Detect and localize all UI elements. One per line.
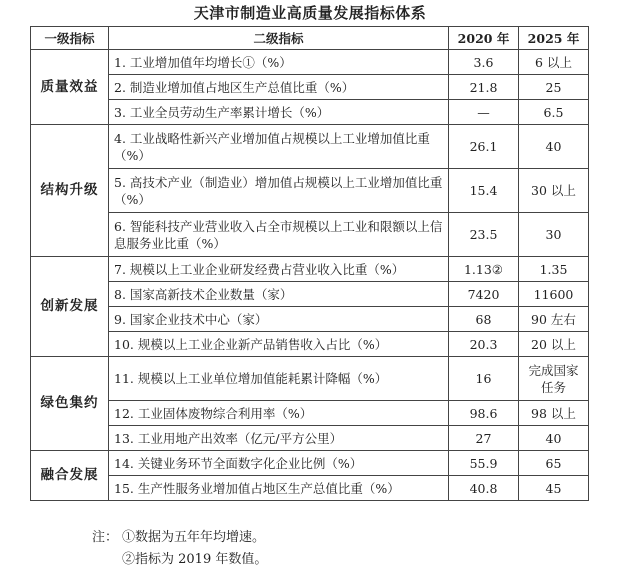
group-label-innovation: 创新发展 — [31, 257, 109, 357]
value-2020-cell: 21.8 — [449, 75, 519, 100]
indicator-cell: 2. 制造业增加值占地区生产总值比重（%） — [109, 75, 449, 100]
value-2020-cell: 20.3 — [449, 332, 519, 357]
value-2020-cell: 1.13② — [449, 257, 519, 282]
header-level1: 一级指标 — [31, 27, 109, 50]
footnote-item: ②指标为 2019 年数值。 — [122, 552, 268, 567]
value-2025-cell: 6 以上 — [519, 50, 589, 75]
value-2025-cell: 11600 — [519, 282, 589, 307]
group-label-quality: 质量效益 — [31, 50, 109, 125]
indicator-cell: 11. 规模以上工业单位增加值能耗累计降幅（%） — [109, 357, 449, 401]
table-row — [31, 282, 589, 307]
table-row — [31, 257, 589, 282]
indicator-cell: 15. 生产性服务业增加值占地区生产总值比重（%） — [109, 476, 449, 501]
value-2025-cell: 20 以上 — [519, 332, 589, 357]
value-2025-cell: 完成国家任务 — [519, 357, 589, 401]
value-2025-cell: 30 — [519, 213, 589, 257]
value-2020-cell: 98.6 — [449, 401, 519, 426]
table-row — [31, 332, 589, 357]
indicator-cell: 5. 高技术产业（制造业）增加值占规模以上工业增加值比重（%） — [109, 169, 449, 213]
indicator-cell: 1. 工业增加值年均增长①（%） — [109, 50, 449, 75]
value-2020-cell: — — [449, 100, 519, 125]
group-label-structure: 结构升级 — [31, 125, 109, 257]
group-label-integration: 融合发展 — [31, 451, 109, 501]
notes-prefix: 注： — [92, 530, 119, 545]
table-row — [31, 451, 589, 476]
indicator-cell: 14. 关键业务环节全面数字化企业比例（%） — [109, 451, 449, 476]
table-row — [31, 476, 589, 501]
value-2020-cell: 7420 — [449, 282, 519, 307]
value-2020-cell: 26.1 — [449, 125, 519, 169]
group-label-green: 绿色集约 — [31, 357, 109, 451]
table-title: 天津市制造业高质量发展指标体系 — [193, 4, 427, 22]
header-2020: 2020 年 — [449, 27, 519, 50]
indicator-cell: 7. 规模以上工业企业研发经费占营业收入比重（%） — [109, 257, 449, 282]
indicator-cell: 4. 工业战略性新兴产业增加值占规模以上工业增加值比重（%） — [109, 125, 449, 169]
table-row — [31, 100, 589, 125]
value-2020-cell: 15.4 — [449, 169, 519, 213]
value-2025-cell: 45 — [519, 476, 589, 501]
footnote-item: ①数据为五年年均增速。 — [122, 530, 266, 545]
value-2025-cell: 6.5 — [519, 100, 589, 125]
footnotes — [92, 527, 267, 571]
value-2025-cell: 30 以上 — [519, 169, 589, 213]
table-row — [31, 357, 589, 401]
value-2020-cell: 27 — [449, 426, 519, 451]
indicator-cell: 13. 工业用地产出效率（亿元/平方公里） — [109, 426, 449, 451]
value-2025-cell: 90 左右 — [519, 307, 589, 332]
header-2025: 2025 年 — [519, 27, 589, 50]
indicator-cell: 9. 国家企业技术中心（家） — [109, 307, 449, 332]
table-row — [31, 426, 589, 451]
value-2025-cell: 65 — [519, 451, 589, 476]
value-2020-cell: 68 — [449, 307, 519, 332]
table-row — [31, 401, 589, 426]
table-row — [31, 75, 589, 100]
indicator-cell: 8. 国家高新技术企业数量（家） — [109, 282, 449, 307]
value-2025-cell: 25 — [519, 75, 589, 100]
table-row — [31, 307, 589, 332]
indicator-cell: 12. 工业固体废物综合利用率（%） — [109, 401, 449, 426]
value-2025-cell: 40 — [519, 426, 589, 451]
value-2020-cell: 55.9 — [449, 451, 519, 476]
table-row — [31, 125, 589, 169]
value-2025-cell: 40 — [519, 125, 589, 169]
header-row — [31, 27, 589, 50]
value-2025-cell: 98 以上 — [519, 401, 589, 426]
table-row — [31, 169, 589, 213]
table-row — [31, 213, 589, 257]
value-2020-cell: 3.6 — [449, 50, 519, 75]
indicator-cell: 6. 智能科技产业营业收入占全市规模以上工业和限额以上信息服务业比重（%） — [109, 213, 449, 257]
value-2025-cell: 1.35 — [519, 257, 589, 282]
value-2020-cell: 16 — [449, 357, 519, 401]
indicator-cell: 3. 工业全员劳动生产率累计增长（%） — [109, 100, 449, 125]
value-2020-cell: 40.8 — [449, 476, 519, 501]
header-level2: 二级指标 — [109, 27, 449, 50]
table-row — [31, 50, 589, 75]
indicator-cell: 10. 规模以上工业企业新产品销售收入占比（%） — [109, 332, 449, 357]
indicator-table — [30, 26, 589, 501]
value-2020-cell: 23.5 — [449, 213, 519, 257]
